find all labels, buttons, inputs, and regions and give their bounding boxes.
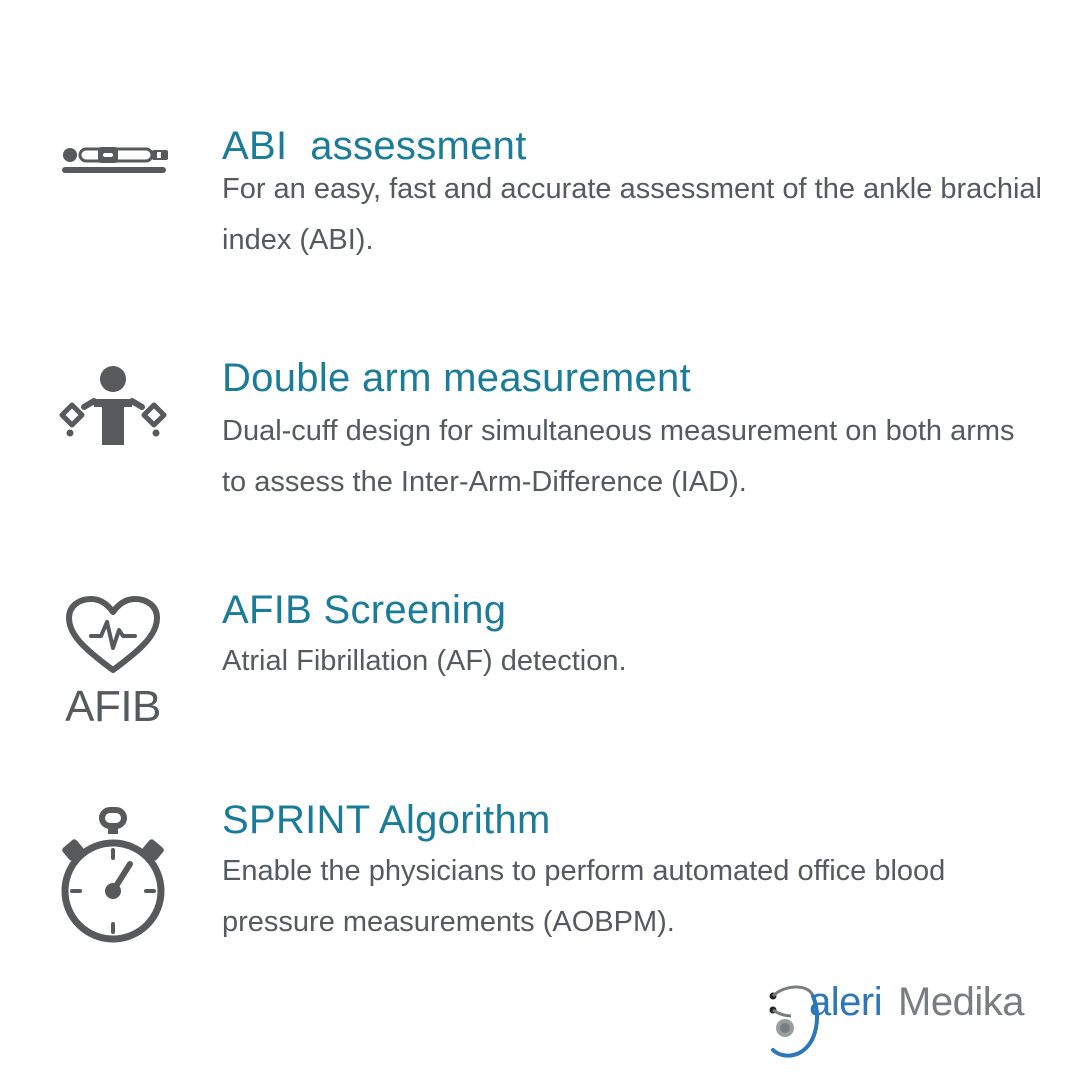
feature-title: SPRINT Algorithm — [222, 798, 551, 842]
feature-description: Enable the physicians to perform automated office blood pressure measurements (AOBPM). — [222, 855, 946, 938]
feature-title: AFIB Screening — [222, 588, 507, 632]
logo-text-medika: Medika — [898, 980, 1024, 1024]
heart-pulse-icon — [52, 596, 174, 736]
feature-description: For an easy, fast and accurate assessment of the ankle brachial index (ABI). — [222, 173, 1042, 256]
logo-text-aleri: aleri — [809, 980, 883, 1024]
feature-description: Dual-cuff design for simultaneous measurement on both arms to assess the Inter-Arm-Difference (IAD). — [222, 415, 1015, 498]
feature-description: Atrial Fibrillation (AF) detection. — [222, 645, 627, 677]
person-double-cuff-icon — [52, 360, 174, 452]
feature-title: ABI assessment — [222, 124, 527, 168]
stopwatch-icon — [52, 806, 174, 946]
galeri-medika-logo — [765, 976, 1045, 1066]
patient-lying-cuffs-icon — [52, 144, 174, 180]
feature-title: Double arm measurement — [222, 356, 692, 400]
afib-label: AFIB — [65, 682, 161, 731]
